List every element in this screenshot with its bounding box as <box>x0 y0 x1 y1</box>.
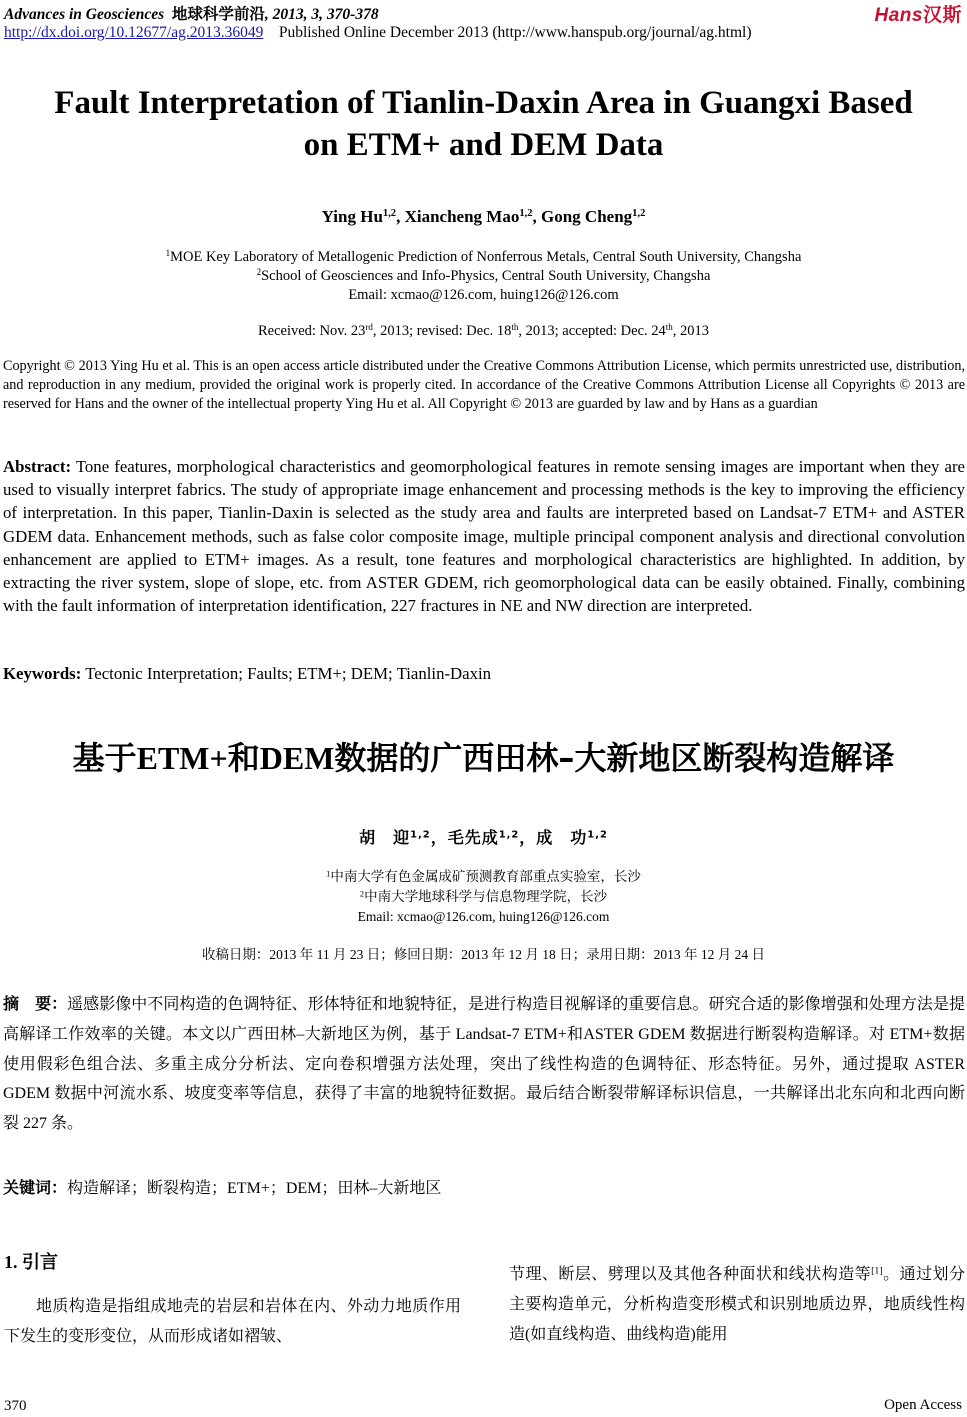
open-access-label: Open Access <box>884 1397 962 1413</box>
doi-link[interactable]: http://dx.doi.org/10.12677/ag.2013.36049 <box>4 24 264 41</box>
abstract-label-cn: 摘 要： <box>3 996 68 1013</box>
affiliation-text: School of Geosciences and Info-Physics, Central South University, Changsha <box>261 268 711 284</box>
title-line-2: on ETM+ and DEM Data <box>303 127 664 163</box>
author-email: Email: xcmao@126.com, huing126@126.com <box>348 287 619 303</box>
author-email-cn: Email: xcmao@126.com, huing126@126.com <box>357 909 610 924</box>
received-text: Received: Nov. 23 <box>257 323 366 339</box>
author-affiliation-mark: 1,2 <box>498 829 520 841</box>
abstract-en <box>3 455 965 617</box>
keywords-label: Keywords: <box>3 664 82 683</box>
body-text: 。通过划分主要构造单元，分析构造变形模式和识别地质边界，地质线性构造(如直线构造、曲线构造)能用 <box>509 1266 965 1343</box>
journal-name-cn: 地球科学前沿 <box>171 6 265 23</box>
affiliation-cn-2 <box>0 887 967 906</box>
author-name: ，成 功 <box>519 828 588 847</box>
affiliation-mark: 1 <box>326 869 331 879</box>
title-part: 和 <box>227 739 260 777</box>
publisher-logo <box>875 0 962 27</box>
affiliation-text: MOE Key Laboratory of Metallogenic Prediction of Nonferrous Metals, Central South University, Changsha <box>170 249 802 265</box>
author-name: , Xiancheng Mao <box>396 207 520 226</box>
keywords-text-cn: 构造解译；断裂构造；ETM+；DEM；田林–大新地区 <box>67 1180 442 1197</box>
logo-text-cn: 汉斯 <box>922 5 962 26</box>
journal-name: Advances in Geosciences <box>4 6 165 23</box>
author-affiliation-mark: 1,2 <box>632 208 646 220</box>
page-number: 370 <box>4 1398 27 1414</box>
affiliation-text: 中南大学有色金属成矿预测教育部重点实验室，长沙 <box>330 869 641 884</box>
paper-title <box>0 82 967 166</box>
abstract-label: Abstract: <box>3 457 72 476</box>
received-dates <box>0 322 967 341</box>
keywords-cn <box>3 1175 965 1198</box>
keywords-en <box>3 664 965 684</box>
year-text: , 2013 <box>672 323 709 339</box>
revised-text: , 2013; revised: Dec. 18 <box>372 323 512 339</box>
citation-ref[interactable]: [1] <box>871 1265 883 1277</box>
author-list-cn <box>0 825 967 848</box>
logo-text: Hans <box>874 5 923 26</box>
ordinal-suffix: th <box>511 322 519 333</box>
abstract-cn <box>3 990 965 1139</box>
affiliation-mark: 1 <box>165 248 171 259</box>
affiliation-mark: 2 <box>359 889 365 899</box>
author-list <box>0 207 967 227</box>
body-text-left: 地质构造是指组成地壳的岩层和岩体在内、外动力地质作用下发生的变形变位，从而形成诸如褶皱、 <box>4 1298 461 1345</box>
affiliation-1 <box>0 248 967 267</box>
abstract-text-cn: 遥感影像中不同构造的色调特征、形体特征和地貌特征，是进行构造目视解译的重要信息。研究合适的影像增强和处理方法是提高解译工作效率的关键。本文以广西田林–大新地区为例，基于 Landsat-7 ETM+和ASTER GDEM 数据进行断裂构造解译。对 ETM+数据使用假彩色组合法、多重主成分分析法、定向卷积增强方法处理，突出了线性构造的色调特征、形态特征。另外，通过提取 ASTER GDEM 数据中河流水系、坡度变率等信息，获得了丰富的地貌特征数据。最后结合断裂带解译标识信息，一共解译出北东向和北西向断裂 227 条。 <box>3 996 965 1133</box>
section-heading: 1. 引言 <box>4 1252 58 1272</box>
author-affiliation-mark: 1,2 <box>382 208 397 220</box>
author-affiliation-mark: 1,2 <box>519 208 533 220</box>
title-line-1: Fault Interpretation of Tianlin-Daxin Area in Guangxi Based <box>54 85 913 121</box>
author-name: Ying Hu <box>321 207 383 226</box>
body-text: 节理、断层、劈理以及其他各种面状和线状构造等 <box>509 1266 872 1283</box>
author-affiliation-mark: 1,2 <box>410 829 431 841</box>
paper-title-cn <box>0 733 967 779</box>
accepted-text: , 2013; accepted: Dec. 24 <box>518 323 666 339</box>
affiliation-text: 中南大学地球科学与信息物理学院，长沙 <box>364 889 608 904</box>
published-info: Published Online December 2013 (http://www.hanspub.org/journal/ag.html) <box>278 24 752 41</box>
copyright-notice: Copyright © 2013 Ying Hu et al. This is an open access article distributed under the Creative Commons Attribution License, which permits unrestricted use, distribution, and reproduction in any medium, provided the original work is properly cited. In accordance of the Creative Commons Attribution License all Copyrights © 2013 are reserved for Hans and the owner of the intellectual property Ying Hu et al. All Copyright © 2013 are guarded by law and by Hans as a guardian <box>3 358 965 412</box>
affiliation-cn-1 <box>0 867 967 886</box>
affiliation-2 <box>0 267 967 286</box>
affiliation-mark: 2 <box>256 267 262 278</box>
journal-header <box>4 2 379 24</box>
author-name: ，毛先成 <box>430 828 499 847</box>
abstract-text: Tone features, morphological characteristics and geomorphological features in remote sensing images are important when they are used to visually interpret fabrics. The study of appropriate image enhancement and processing methods is the key to improving the efficiency of interpretation. In this paper, Tianlin-Daxin is selected as the study area and faults are interpreted based on Landsat-7 ETM+ and ASTER GDEM data. Enhancement methods, such as false color composite image, multiple principal component analysis and directional convolution enhancement are applied to ETM+ images. As a result, tone features and morphological characteristics are highlighted. In addition, by extracting the river system, slope of slope, etc. from ASTER GDEM, rich geomorphological data can be easily obtained. Finally, combining with the fault information of interpretation identification, 227 fractures in NE and NW direction are interpreted. <box>3 457 965 616</box>
keywords-label-cn: 关键词： <box>3 1180 68 1197</box>
keywords-text: Tectonic Interpretation; Faults; ETM+; DEM; Tianlin-Daxin <box>81 664 492 683</box>
doi-line <box>4 24 752 42</box>
title-part: 数据的广西田林–大新地区断裂构造解译 <box>334 739 895 777</box>
journal-volume: , 2013, 3, 370-378 <box>264 6 379 23</box>
title-part: ETM+ <box>136 740 228 776</box>
author-name: 胡 迎 <box>359 828 411 847</box>
ordinal-suffix: rd <box>365 322 373 333</box>
title-part: 基于 <box>72 739 137 777</box>
ordinal-suffix: th <box>665 322 673 333</box>
author-affiliation-mark: 1,2 <box>587 829 608 841</box>
dates-cn: 收稿日期：2013 年 11 月 23 日；修回日期：2013 年 12 月 18 日；录用日期：2013 年 12 月 24 日 <box>201 947 766 962</box>
title-part: DEM <box>259 740 335 776</box>
author-name: , Gong Cheng <box>532 207 633 226</box>
body-text-right <box>509 1260 965 1350</box>
